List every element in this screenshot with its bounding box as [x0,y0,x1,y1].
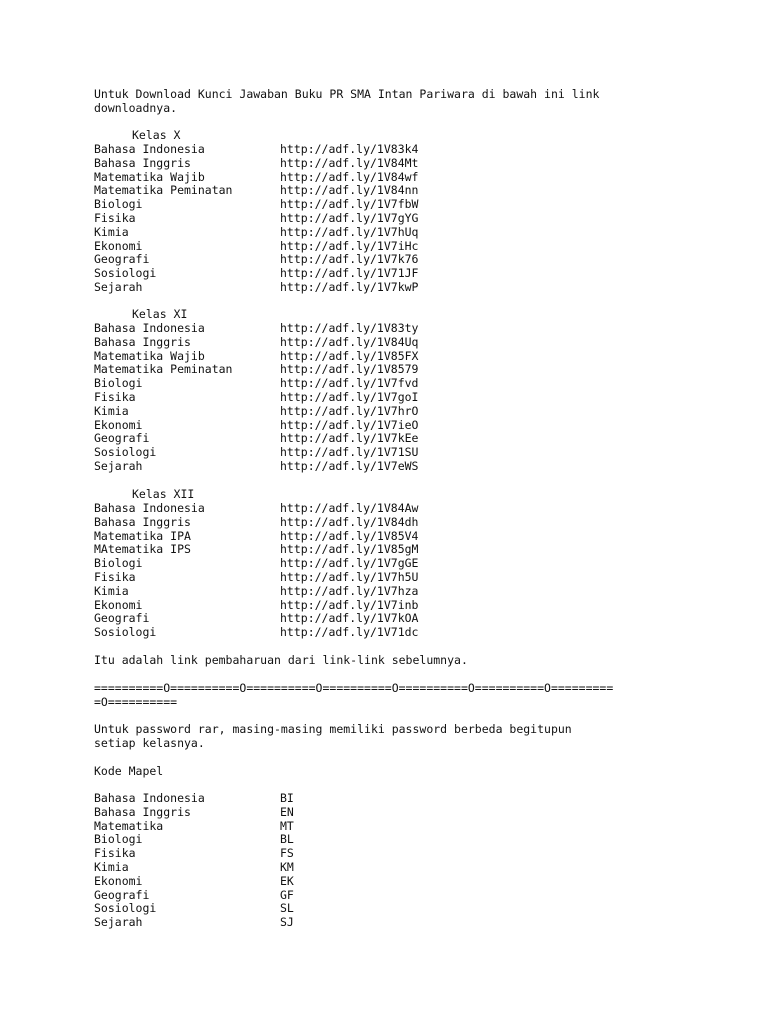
download-link[interactable]: http://adf.ly/1V84Uq [280,334,419,349]
subject-label: MAtematika IPS [94,542,191,557]
subject-code: SL [280,901,294,916]
download-link[interactable]: http://adf.ly/1V7gYG [280,211,419,225]
subject-label: Bahasa Inggris [94,155,191,170]
subject-label: Ekonomi [94,417,143,432]
download-link[interactable]: http://adf.ly/1V7eWS [280,459,419,473]
subject-code: EN [280,804,294,819]
separator-line-2: =O========== [94,695,178,709]
download-link[interactable]: http://adf.ly/1V71dc [280,625,419,640]
subject-label: Bahasa Indonesia [94,791,205,805]
subject-label: Biologi [94,556,143,571]
subject-label: Ekonomi [94,597,143,612]
download-link[interactable]: http://adf.ly/1V85V4 [280,528,419,543]
subject-label: Sosiologi [94,266,157,281]
download-link[interactable]: http://adf.ly/1V7kOA [280,611,419,626]
subject-code: MT [280,818,294,833]
download-link[interactable]: http://adf.ly/1V85FX [280,348,419,363]
subject-label: Bahasa Inggris [94,804,191,819]
download-link[interactable]: http://adf.ly/1V7kEe [280,431,419,446]
subject-label: Ekonomi [94,873,143,888]
download-link[interactable]: http://adf.ly/1V71SU [280,445,419,460]
subject-label: Biologi [94,832,143,847]
subject-label: Kimia [94,403,129,418]
subject-code: BI [280,791,294,805]
password-note-line-1: Untuk password rar, masing-masing memiliki password berbeda begitupun [94,722,572,736]
download-link[interactable]: http://adf.ly/1V84nn [280,183,419,198]
intro-line-2: downloadnya. [94,101,178,115]
subject-label: Bahasa Indonesia [94,142,205,156]
separator-line-1: ==========O==========O==========O==========O==========O==========O========= [94,681,614,695]
subject-label: Bahasa Indonesia [94,321,205,335]
subject-label: Fisika [94,390,136,404]
subject-label: Biologi [94,197,143,212]
download-link[interactable]: http://adf.ly/1V84Aw [280,501,419,515]
download-link[interactable]: http://adf.ly/1V7fbW [280,197,419,212]
subject-label: Sosiologi [94,625,157,640]
subject-label: Matematika Peminatan [94,183,233,198]
download-link[interactable]: http://adf.ly/1V7hUq [280,224,419,239]
download-link[interactable]: http://adf.ly/1V7hza [280,583,419,598]
download-link[interactable]: http://adf.ly/1V7ieO [280,417,419,432]
subject-label: Matematika [94,818,164,833]
subject-label: Fisika [94,570,136,584]
update-note: Itu adalah link pembaharuan dari link-link sebelumnya. [94,653,468,667]
subject-label: Geografi [94,611,150,626]
subject-label: Sejarah [94,280,143,294]
subject-label: Kimia [94,860,129,874]
subject-label: Ekonomi [94,238,143,253]
subject-label: Geografi [94,252,150,267]
subject-label: Geografi [94,887,150,902]
download-link[interactable]: http://adf.ly/1V7goI [280,390,419,404]
subject-code: SJ [280,915,294,930]
subject-code: FS [280,846,294,861]
kelas-xi-heading: Kelas XI [132,307,188,321]
download-link[interactable]: http://adf.ly/1V7inb [280,597,419,612]
subject-code: EK [280,873,294,888]
subject-label: Matematika IPA [94,528,191,543]
download-link[interactable]: http://adf.ly/1V7iHc [280,238,419,253]
download-link[interactable]: http://adf.ly/1V7k76 [280,252,419,267]
subject-label: Kimia [94,224,129,239]
download-link[interactable]: http://adf.ly/1V83ty [280,321,419,335]
download-link[interactable]: http://adf.ly/1V7kwP [280,280,419,294]
subject-label: Sejarah [94,915,143,930]
subject-label: Bahasa Indonesia [94,501,205,515]
subject-label: Sejarah [94,459,143,473]
download-link[interactable]: http://adf.ly/1V84wf [280,169,419,184]
subject-label: Biologi [94,376,143,391]
subject-label: Fisika [94,846,136,861]
subject-label: Matematika Peminatan [94,362,233,377]
kelas-xii-heading: Kelas XII [132,487,195,501]
download-link[interactable]: http://adf.ly/1V85gM [280,542,419,557]
kode-mapel-heading: Kode Mapel [94,764,164,778]
download-link[interactable]: http://adf.ly/1V7h5U [280,570,419,584]
subject-code: KM [280,860,294,874]
intro-line-1: Untuk Download Kunci Jawaban Buku PR SMA Intan Pariwara di bawah ini link [94,87,600,101]
subject-code: GF [280,887,294,902]
download-link[interactable]: http://adf.ly/1V7fvd [280,376,419,391]
subject-label: Fisika [94,211,136,225]
kelas-x-heading: Kelas X [132,128,181,142]
subject-label: Matematika Wajib [94,348,205,363]
subject-label: Sosiologi [94,445,157,460]
download-link[interactable]: http://adf.ly/1V84Mt [280,155,419,170]
download-link[interactable]: http://adf.ly/1V8579 [280,362,419,377]
password-note-line-2: setiap kelasnya. [94,736,205,750]
subject-label: Matematika Wajib [94,169,205,184]
download-link[interactable]: http://adf.ly/1V7hrO [280,403,419,418]
subject-label: Geografi [94,431,150,446]
download-link[interactable]: http://adf.ly/1V7gGE [280,556,419,571]
download-link[interactable]: http://adf.ly/1V83k4 [280,142,419,156]
subject-label: Kimia [94,583,129,598]
subject-label: Sosiologi [94,901,157,916]
download-link[interactable]: http://adf.ly/1V71JF [280,266,419,281]
subject-label: Bahasa Inggris [94,514,191,529]
subject-label: Bahasa Inggris [94,334,191,349]
download-link[interactable]: http://adf.ly/1V84dh [280,514,419,529]
subject-code: BL [280,832,294,847]
